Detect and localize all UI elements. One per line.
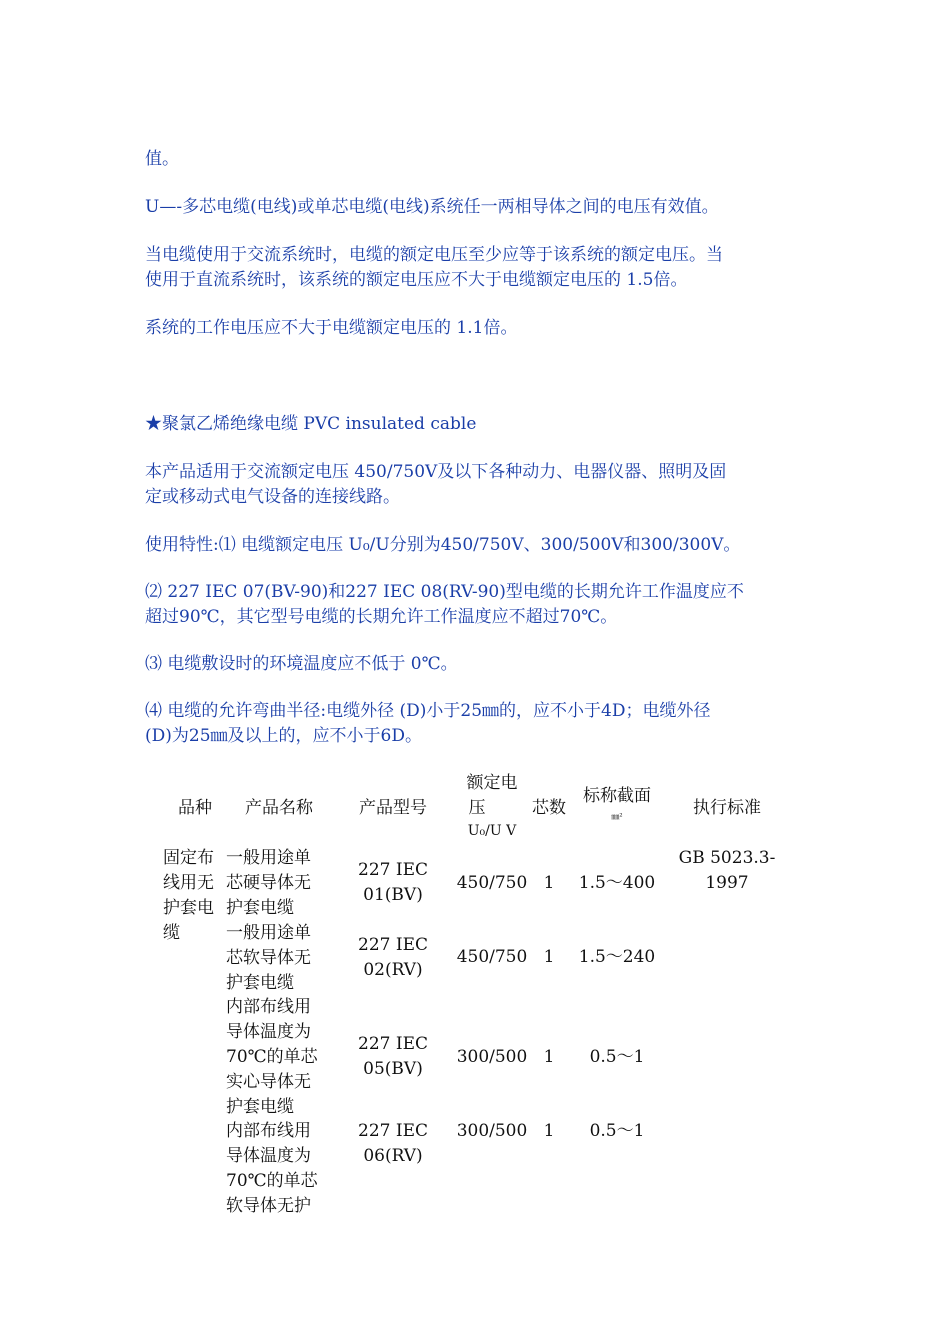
row-3-voltage: 300/500 bbox=[456, 1047, 528, 1067]
header-section: 标称截面 bbox=[583, 786, 651, 806]
paragraph-application-line1: 本产品适用于交流额定电压 450/750V及以下各种动力、电器仪器、照明及固 bbox=[145, 462, 727, 482]
paragraph-temperature-line2: 超过90℃，其它型号电缆的长期允许工作温度应不超过70℃。 bbox=[145, 607, 618, 627]
row-1-cores: 1 bbox=[543, 873, 555, 893]
model-line: 02(RV) bbox=[363, 960, 423, 980]
row-2-model bbox=[345, 933, 441, 983]
paragraph-working-voltage: 系统的工作电压应不大于电缆额定电压的 1.1倍。 bbox=[145, 318, 518, 338]
model-line: 227 IEC bbox=[358, 1121, 428, 1141]
header-standard: 执行标准 bbox=[693, 798, 761, 818]
variety-line: 固定布 bbox=[163, 848, 214, 868]
row-1-model bbox=[345, 858, 441, 908]
paragraph-application-line2: 定或移动式电气设备的连接线路。 bbox=[145, 487, 400, 507]
header-product-name: 产品名称 bbox=[245, 798, 313, 818]
row-4-section: 0.5～1 bbox=[589, 1121, 645, 1141]
name-line: 软导体无护 bbox=[226, 1196, 311, 1216]
header-voltage-unit: U₀/U V bbox=[467, 823, 517, 839]
paragraph-u-definition: U—-多芯电缆(电线)或单芯电缆(电线)系统任一两相导体之间的电压有效值。 bbox=[145, 197, 719, 217]
row-2-product-name bbox=[226, 921, 326, 996]
row-1-voltage: 450/750 bbox=[456, 873, 528, 893]
row-1-section: 1.5～400 bbox=[578, 873, 656, 893]
name-line: 实心导体无 bbox=[226, 1072, 311, 1092]
row-4-product-name bbox=[226, 1119, 326, 1219]
row-3-section: 0.5～1 bbox=[589, 1047, 645, 1067]
standard-cell bbox=[672, 846, 782, 896]
header-cores: 芯数 bbox=[532, 798, 566, 818]
header-voltage-line2: 压 bbox=[468, 798, 486, 818]
header-model: 产品型号 bbox=[359, 798, 427, 818]
row-2-section: 1.5～240 bbox=[578, 947, 656, 967]
paragraph-ac-system-line1: 当电缆使用于交流系统时，电缆的额定电压至少应等于该系统的额定电压。当 bbox=[145, 245, 723, 265]
row-3-cores: 1 bbox=[543, 1047, 555, 1067]
variety-line: 线用无 bbox=[163, 873, 214, 893]
name-line: 70℃的单芯 bbox=[226, 1171, 318, 1191]
header-section-unit: ㎜² bbox=[611, 812, 623, 821]
header-voltage-line1: 额定电 bbox=[466, 773, 518, 793]
row-2-voltage: 450/750 bbox=[456, 947, 528, 967]
name-line: 芯硬导体无 bbox=[226, 873, 311, 893]
row-4-voltage: 300/500 bbox=[456, 1121, 528, 1141]
name-line: 导体温度为 bbox=[226, 1022, 311, 1042]
row-4-cores: 1 bbox=[543, 1121, 555, 1141]
paragraph-bend-radius-line2: (D)为25㎜及以上的，应不小于6D。 bbox=[145, 726, 422, 746]
model-line: 227 IEC bbox=[358, 1034, 428, 1054]
paragraph-ambient-temperature: ⑶ 电缆敷设时的环境温度应不低于 0℃。 bbox=[145, 654, 458, 674]
model-line: 227 IEC bbox=[358, 860, 428, 880]
section-heading-pvc-cable: ★聚氯乙烯绝缘电缆 PVC insulated cable bbox=[145, 414, 477, 434]
variety-line: 缆 bbox=[163, 923, 180, 943]
row-1-product-name bbox=[226, 846, 326, 921]
name-line: 内部布线用 bbox=[226, 1121, 311, 1141]
name-line: 一般用途单 bbox=[226, 848, 311, 868]
name-line: 一般用途单 bbox=[226, 923, 311, 943]
model-line: 05(BV) bbox=[363, 1059, 423, 1079]
row-3-product-name bbox=[226, 995, 326, 1120]
variety-line: 护套电 bbox=[163, 898, 214, 918]
paragraph-temperature-line1: ⑵ 227 IEC 07(BV-90)和227 IEC 08(RV-90)型电缆的长期允许工作温度应不 bbox=[145, 582, 744, 602]
name-line: 内部布线用 bbox=[226, 997, 311, 1017]
standard-line: 1997 bbox=[705, 873, 749, 893]
name-line: 芯软导体无 bbox=[226, 948, 311, 968]
paragraph-bend-radius-line1: ⑷ 电缆的允许弯曲半径:电缆外径 (D)小于25㎜的，应不小于4D；电缆外径 bbox=[145, 701, 711, 721]
standard-line: GB 5023.3- bbox=[678, 848, 776, 868]
row-2-cores: 1 bbox=[543, 947, 555, 967]
model-line: 06(RV) bbox=[363, 1146, 423, 1166]
model-line: 227 IEC bbox=[358, 935, 428, 955]
model-line: 01(BV) bbox=[363, 885, 423, 905]
name-line: 护套电缆 bbox=[226, 973, 294, 993]
name-line: 护套电缆 bbox=[226, 1097, 294, 1117]
paragraph-characteristics: 使用特性:⑴ 电缆额定电压 U₀/U分别为450/750V、300/500V和300/300V。 bbox=[145, 535, 741, 555]
header-variety: 品种 bbox=[178, 798, 212, 818]
name-line: 导体温度为 bbox=[226, 1146, 311, 1166]
name-line: 70℃的单芯 bbox=[226, 1047, 318, 1067]
paragraph-continuation: 值。 bbox=[145, 149, 179, 169]
variety-cell bbox=[163, 846, 228, 946]
row-4-model bbox=[345, 1119, 441, 1169]
name-line: 护套电缆 bbox=[226, 898, 294, 918]
row-3-model bbox=[345, 1032, 441, 1082]
paragraph-ac-system-line2: 使用于直流系统时，该系统的额定电压应不大于电缆额定电压的 1.5倍。 bbox=[145, 270, 688, 290]
